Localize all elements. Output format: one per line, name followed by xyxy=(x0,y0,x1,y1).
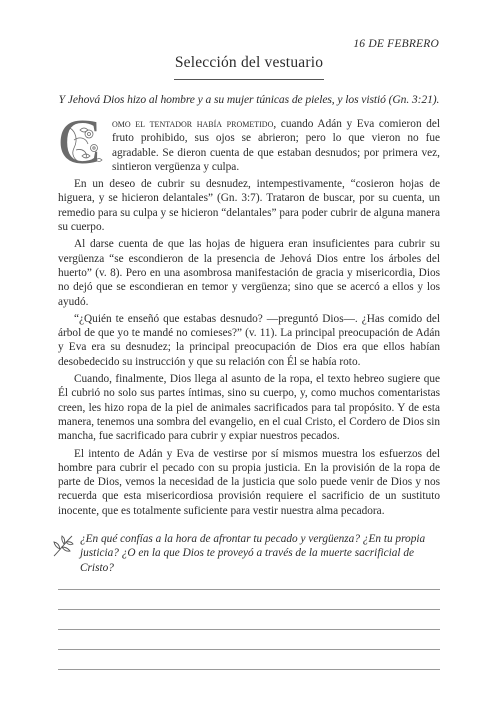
writing-line[interactable] xyxy=(58,609,440,610)
dropcap xyxy=(56,106,106,177)
paragraph-4: “¿Quién te enseñó que estabas desnudo? —preguntó Dios—. ¿Has comido del árbol de que yo te mandé no comieses?” (v. 11). La principal preocupación de Adán y Eva era su desnudez; la principal preocupación de Dios era que ellos habían desobedecido su instrucción y que su relación con Él se había roto. xyxy=(58,312,440,368)
paragraph-1-text: cuando Adán y Eva comieron del fruto prohibido, sus ojos se abrieron; pero lo que vieron no fue agradable. Se dieron cuenta de que estaban desnudos; por primera vez, sintieron vergüenza y culpa. xyxy=(112,118,440,173)
question-text: ¿En qué confías a la hora de afrontar tu pecado y vergüenza? ¿En tu propia justicia? ¿O en la que Dios te proveyó a través de la muerte sacrificial de Cristo? xyxy=(80,533,426,574)
bible-verse: Y Jehová Dios hizo al hombre y a su mujer túnicas de pieles, y los vistió (Gn. 3:21). xyxy=(58,93,440,106)
paragraph-1-smallcaps: omo el tentador había prometido, xyxy=(112,118,277,130)
paragraph-2: En un deseo de cubrir su desnudez, intempestivamente, “cosieron hojas de higuera, y se hicieron delantales” (Gn. 3:7). Trataron de buscar, por su cuenta, un remedio para su culpa y se hicieron “delantales” para poder cubrir de alguna manera su cuerpo. xyxy=(58,178,440,234)
page-date: 16 DE FEBRERO xyxy=(353,38,439,50)
writing-line[interactable] xyxy=(58,669,440,670)
paragraph-3: Al darse cuenta de que las hojas de higuera eran insuficientes para cubrir su vergüenza “se escondieron de la presencia de Jehová Dios entre los árboles del huerto” (v. 8). Pero en una asombrosa manifestación de gracia y misericordia, Dios no dejó que se escondieran en temor y vergüenza; sino que se acercó a ellos y los ayudó. xyxy=(58,238,440,308)
writing-line[interactable] xyxy=(58,649,440,650)
body-text xyxy=(58,106,440,518)
leaf-sprig-icon xyxy=(52,534,74,558)
writing-line[interactable] xyxy=(58,629,440,630)
paragraph-6: El intento de Adán y Eva de vestirse por sí mismos muestra los esfuerzos del hombre para cubrir el pecado con su propia justicia. En la provisión de la ropa de parte de Dios, vemos la necesidad de la justicia que solo puede venir de Dios y nos recuerda que esta misericordiosa provisión requiere el sacrificio de un sustituto inocente, que es totalmente suficiente para vestir nuestra alma pecadora. xyxy=(58,447,440,517)
paragraph-1 xyxy=(58,106,440,177)
page-title: Selección del vestuario xyxy=(174,54,324,71)
writing-line[interactable] xyxy=(58,589,440,590)
reflection-question xyxy=(58,532,440,575)
writing-lines[interactable] xyxy=(58,589,440,670)
dropcap-letter: C xyxy=(58,106,101,177)
paragraph-5: Cuando, finalmente, Dios llega al asunto de la ropa, el texto hebreo sugiere que Él cubrió no solo sus partes íntimas, sino su cuerpo, y, como muchos comentaristas creen, les hizo ropa de la piel de animales sacrificados para tal propósito. Y de esta manera, tenemos una sombra del evangelio, en el cual Cristo, el Cordero de Dios sin mancha, fue sacrificado para cubrir y expiar nuestros pecados. xyxy=(58,373,440,443)
title-underline xyxy=(174,79,324,80)
